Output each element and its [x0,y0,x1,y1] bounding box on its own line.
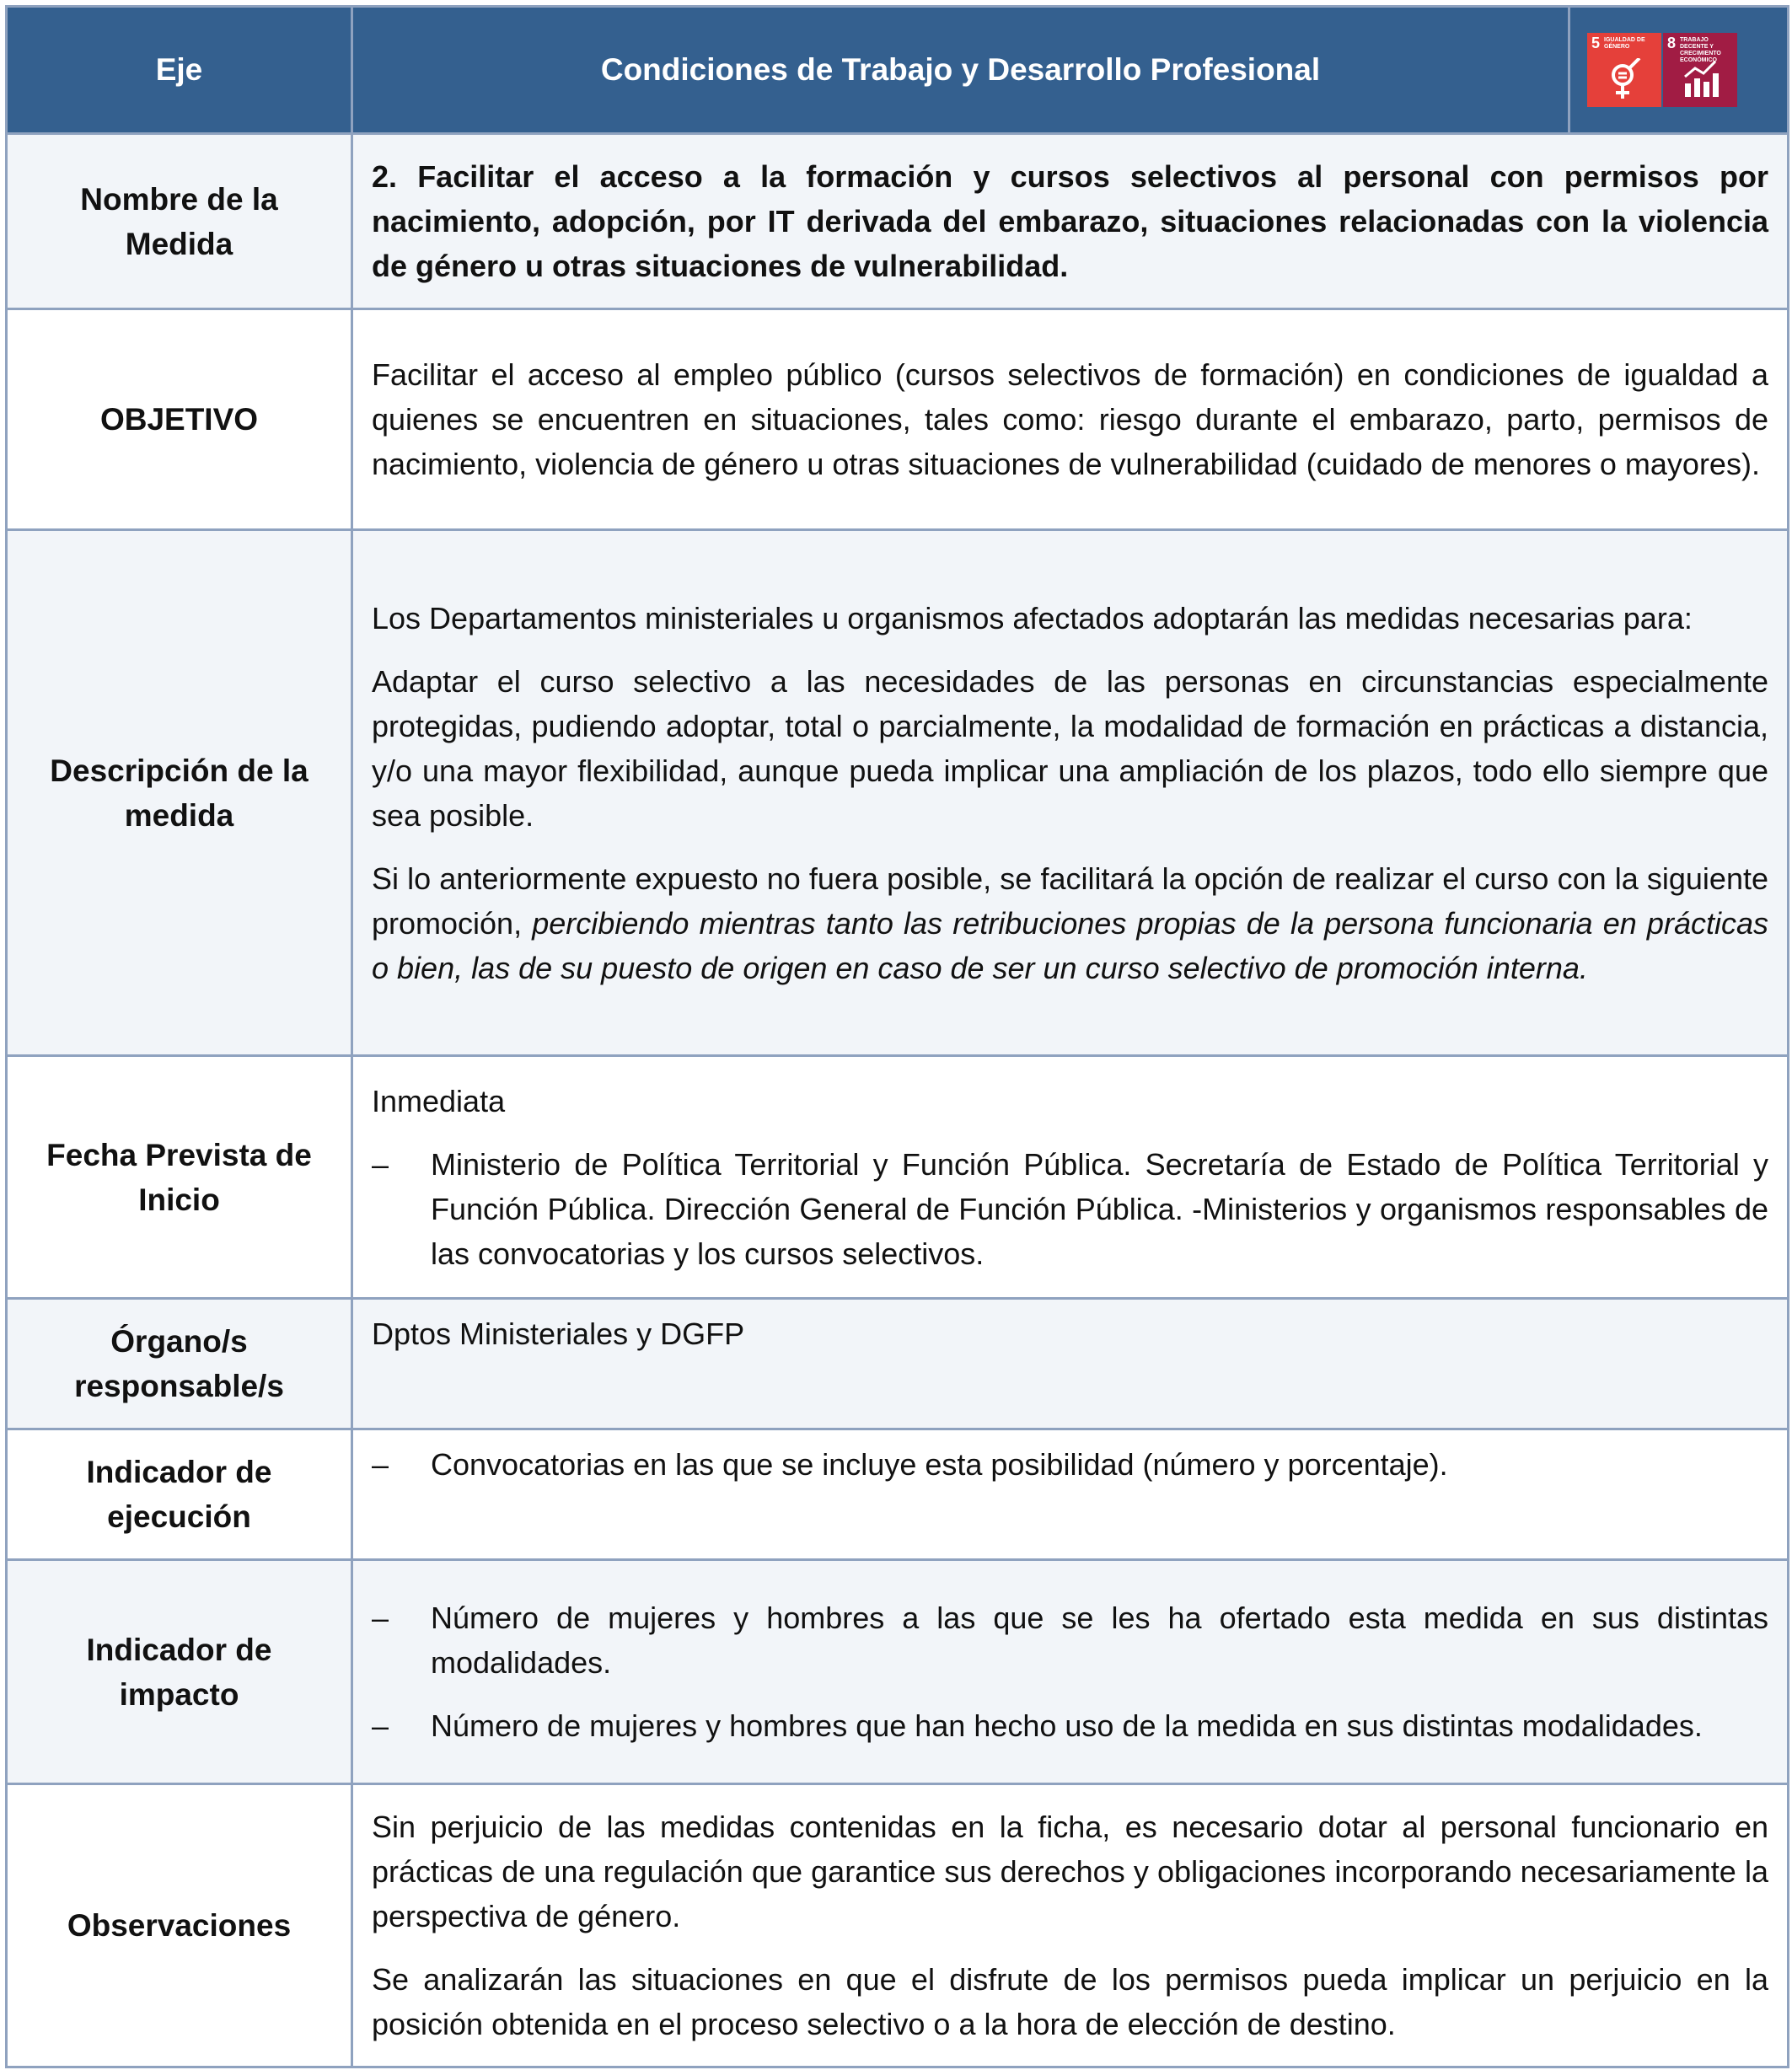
description-paragraph-3 [372,856,1768,990]
label-impacto: Indicador de impacto [7,1560,352,1784]
header-axis-title: Condiciones de Trabajo y Desarrollo Profesional [352,7,1569,134]
header-row [7,7,1789,134]
ods-8-label: TRABAJO DECENTE Y CRECIMIENTO ECONÓMICO [1680,37,1721,63]
value-impacto [352,1560,1789,1784]
row-fecha [7,1056,1789,1299]
growth-chart-icon [1682,58,1722,99]
label-ejecucion: Indicador de ejecución [7,1429,352,1560]
ods-8-tile [1663,33,1737,107]
gender-equality-icon [1606,58,1643,102]
list-item-text: Convocatorias en las que se incluye esta posibilidad (número y porcentaje). [431,1447,1448,1482]
measure-sheet [5,5,1787,2063]
label-nombre: Nombre de la Medida [7,134,352,309]
row-objetivo [7,309,1789,530]
label-objetivo: OBJETIVO [7,309,352,530]
ods-8-number: 8 [1667,35,1677,51]
row-impacto [7,1560,1789,1784]
observations-paragraph-1: Sin perjuicio de las medidas contenidas en la ficha, es necesario dotar al personal funcionario en prácticas de una regulación que garantice sus derechos y obligaciones incorporando necesariamente la perspectiva de género. [372,1810,1768,1933]
measure-table [5,5,1789,2068]
label-fecha: Fecha Prevista de Inicio [7,1056,352,1299]
value-objetivo [352,309,1789,530]
measure-name-text: 2. Facilitar el acceso a la formación y cursos selectivos al personal con permisos por nacimiento, adopción, por IT derivada del embarazo, situaciones relacionadas con la violencia de género u otras situaciones de vulnerabilidad. [372,159,1768,283]
description-paragraph-3-italic: percibiendo mientras tanto las retribuciones propias de la persona funcionaria en prácticas o bien, las de su puesto de origen en caso de ser un curso selectivo de promoción interna. [372,905,1768,985]
ods-logos [1569,7,1789,134]
ods-5-label: IGUALDAD DE GÉNERO [1604,37,1645,50]
row-ejecucion [7,1429,1789,1560]
label-organo: Órgano/s responsable/s [7,1299,352,1429]
value-descripcion [352,530,1789,1056]
value-ejecucion [352,1429,1789,1560]
label-descripcion: Descripción de la medida [7,530,352,1056]
list-item [372,1442,1768,1487]
label-observaciones: Observaciones [7,1784,352,2067]
header-eje: Eje [7,7,352,134]
start-date-text: Inmediata [372,1083,506,1118]
ods-5-tile [1587,33,1661,107]
dash-bullet: – [372,1447,389,1482]
list-item-text: Número de mujeres y hombres que han hecho uso de la medida en sus distintas modalidades. [431,1708,1703,1743]
description-paragraph-3-plain: Si lo anteriormente expuesto no fuera posible, se facilitará la opción de realizar el curso con la siguiente promoción, [372,861,1768,941]
objective-text: Facilitar el acceso al empleo público (cursos selectivos de formación) en condiciones de igualdad a quienes se encuentren en situaciones, tales como: riesgo durante el embarazo, parto, permisos de nacimiento, violencia de género u otras situaciones de vulnerabilidad (cuidado de menores o mayores). [372,357,1768,481]
row-nombre [7,134,1789,309]
row-organo [7,1299,1789,1429]
responsible-bodies-text: Dptos Ministeriales y DGFP [372,1317,745,1351]
observations-paragraph-2: Se analizarán las situaciones en que el disfrute de los permisos pueda implicar un perjuicio en la posición obtenida en el proceso selectivo o a la hora de elección de destino. [372,1962,1768,2041]
row-observaciones [7,1784,1789,2067]
list-item [372,1595,1768,1685]
description-paragraph-1: Los Departamentos ministeriales u organismos afectados adoptarán las medidas necesarias para: [372,600,1693,635]
list-item-text: Ministerio de Política Territorial y Función Pública. Secretaría de Estado de Política Territorial y Función Pública. Dirección General de Función Pública. -Ministerios y organismos responsables de las convocatorias y los cursos selectivos. [431,1146,1768,1271]
row-descripcion [7,530,1789,1056]
value-organo [352,1299,1789,1429]
value-observaciones [352,1784,1789,2067]
ods-5-number: 5 [1591,35,1601,51]
value-fecha [352,1056,1789,1299]
dash-bullet: – [372,1708,389,1743]
dash-bullet: – [372,1601,389,1635]
list-item-text: Número de mujeres y hombres a las que se les ha ofertado esta medida en sus distintas modalidades. [431,1601,1768,1680]
dash-bullet: – [372,1146,389,1182]
value-nombre [352,134,1789,309]
list-item [372,1142,1768,1276]
description-paragraph-2: Adaptar el curso selectivo a las necesidades de las personas en circunstancias especialmente protegidas, pudiendo adoptar, total o parcialmente, la modalidad de formación en prácticas a distancia, y/o una mayor flexibilidad, aunque pueda implicar una ampliación de los plazos, todo ello siempre que sea posible. [372,663,1768,833]
list-item [372,1703,1768,1748]
